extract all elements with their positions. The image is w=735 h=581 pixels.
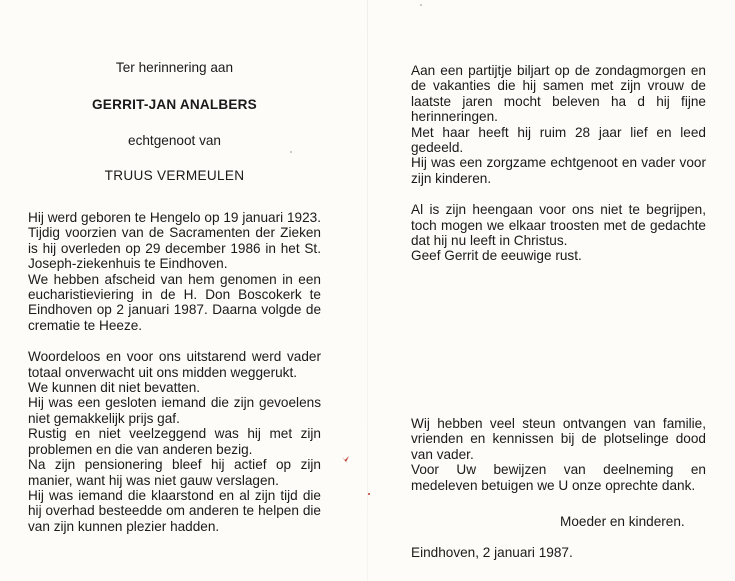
faith-line: Geef Gerrit de eeuwige rust. — [411, 248, 582, 264]
memory-line: We kunnen dit niet bevatten. — [28, 380, 201, 396]
spouse-name: TRUUS VERMEULEN — [104, 168, 245, 183]
faith-line: Al is zijn heengaan voor ons niet te begrijpen, toch mogen we elkaar troosten met de gedachte dat hij nu leeft in Christus. — [411, 202, 706, 249]
memory-line: Woordeloos en voor ons uitstarend werd vader totaal onverwacht uit ons midden weggerukt. — [28, 349, 321, 380]
bio-paragraph: Hij werd geboren te Hengelo op 19 januari 1923. Tijdig voorzien van de Sacramenten der Zieken is hij overleden op 29 december 1986 in het St. Joseph-ziekenhuis te Eindhoven. — [28, 210, 321, 272]
spouse-intro: echtgenoot van — [128, 133, 221, 148]
deceased-name: GERRIT-JAN ANALBERS — [92, 97, 257, 112]
dateline: Eindhoven, 2 januari 1987. — [411, 545, 573, 560]
dust-speck — [368, 493, 370, 495]
memory-line: Hij was een gesloten iemand die zijn gevoelens niet gemakkelijk prijs gaf. — [28, 395, 321, 426]
dust-speck — [420, 4, 422, 6]
life-line: Met haar heeft hij ruim 28 jaar lief en leed gedeeld. — [411, 124, 706, 156]
life-line: Aan een partijtje biljart op de zondagmorgen en de vakanties die hij samen met zijn vrouw de laatste jaren mocht beleven ha d hij fijne herinneringen. — [411, 63, 706, 125]
thanks-line: Wij hebben veel steun ontvangen van familie, vrienden en kennissen bij de plotselinge dood van vader. — [411, 416, 706, 462]
life-line: Hij was een zorgzame echtgenoot en vader voor zijn kinderen. — [411, 155, 706, 186]
right-panel — [411, 63, 706, 264]
memory-line: Rustig en niet veelzeggend was hij met zijn problemen en die van anderen bezig. — [28, 426, 321, 457]
signoff: Moeder en kinderen. — [560, 514, 685, 529]
thanks-block — [411, 416, 706, 493]
stain-mark — [341, 455, 350, 463]
thanks-line: Voor Uw bewijzen van deelneming en medeleven betuigen we U onze oprechte dank. — [411, 462, 706, 493]
intro-text: Ter herinnering aan — [115, 60, 234, 75]
bio-paragraph: We hebben afscheid van hem genomen in een eucharistieviering in de H. Don Boscokerk te Eindhoven op 2 januari 1987. Daarna volgde de crematie te Heeze. — [28, 271, 321, 333]
memory-line: Na zijn pensionering bleef hij actief op zijn manier, want hij was niet gauw verslagen. — [28, 457, 321, 488]
dust-speck — [290, 151, 292, 153]
memory-line: Hij was iemand die klaarstond en al zijn tijd die hij overhad besteedde om anderen te helpen die van zijn kunnen plezier hadden. — [28, 487, 321, 534]
left-panel — [28, 58, 321, 534]
